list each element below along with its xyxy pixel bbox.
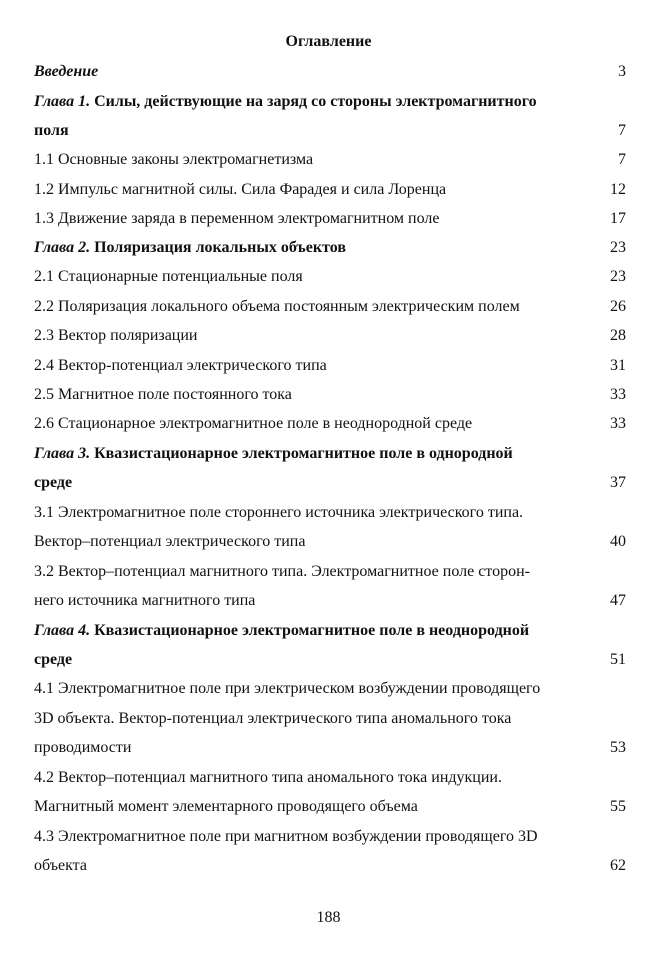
entry-title: проводимости bbox=[34, 739, 132, 756]
entry-page-number: 7 bbox=[618, 122, 626, 139]
entry-page-number: 31 bbox=[610, 357, 626, 374]
toc-entry-section[interactable] bbox=[34, 149, 626, 171]
entry-page-number: 55 bbox=[610, 798, 626, 815]
entry-title: 1.1 Основные законы электромагнетизма bbox=[34, 151, 314, 168]
entry-title: 3.2 Вектор–потенциал магнитного типа. Электромагнитное поле сторон- bbox=[34, 563, 530, 580]
toc-entry-section-cont[interactable] bbox=[34, 590, 626, 612]
entry-label: Глава 4. bbox=[34, 622, 91, 639]
entry-page-number: 7 bbox=[618, 151, 626, 168]
toc-entry-chapter-3[interactable] bbox=[34, 443, 626, 465]
entry-page-number: 40 bbox=[610, 533, 626, 550]
entry-page-number: 53 bbox=[610, 739, 626, 756]
entry-title: 3D объекта. Вектор-потенциал электрического типа аномального тока bbox=[34, 710, 512, 727]
entry-title: 2.1 Стационарные потенциальные поля bbox=[34, 268, 303, 285]
toc-entry-section[interactable] bbox=[34, 767, 626, 789]
entry-title: 2.2 Поляризация локального объема постоянным электрическим полем bbox=[34, 298, 520, 315]
page-title: Оглавление bbox=[285, 33, 372, 50]
entry-title: 3.1 Электромагнитное поле стороннего источника электрического типа. bbox=[34, 504, 524, 521]
entry-page-number: 23 bbox=[610, 268, 626, 285]
toc-entry-section[interactable] bbox=[34, 384, 626, 406]
entry-title: Поляризация локальных объектов bbox=[94, 239, 346, 256]
entry-title: 1.3 Движение заряда в переменном электромагнитном поле bbox=[34, 210, 440, 227]
entry-title: 4.2 Вектор–потенциал магнитного типа аномального тока индукции. bbox=[34, 769, 502, 786]
entry-page-number: 12 bbox=[610, 181, 626, 198]
entry-title: 2.5 Магнитное поле постоянного тока bbox=[34, 386, 292, 403]
entry-page-number: 3 bbox=[618, 63, 626, 80]
entry-title: него источника магнитного типа bbox=[34, 592, 256, 609]
entry-page-number: 51 bbox=[610, 651, 626, 668]
entry-title: Квазистационарное электромагнитное поле в однородной bbox=[94, 445, 513, 462]
toc-entry-chapter-3-cont[interactable] bbox=[34, 472, 626, 494]
entry-title: Вектор–потенциал электрического типа bbox=[34, 533, 306, 550]
entry-label: Глава 3. bbox=[34, 445, 91, 462]
entry-page-number: 23 bbox=[610, 239, 626, 256]
toc-entry-section-cont[interactable] bbox=[34, 737, 626, 759]
toc-entry-section-cont[interactable] bbox=[34, 855, 626, 877]
toc-entry-section[interactable] bbox=[34, 208, 626, 230]
entry-title: Силы, действующие на заряд со стороны электромагнитного bbox=[94, 93, 537, 110]
entry-title: объекта bbox=[34, 857, 87, 874]
entry-page-number: 62 bbox=[610, 857, 626, 874]
entry-title: среде bbox=[34, 651, 73, 668]
toc-entry-chapter-4[interactable] bbox=[34, 620, 626, 642]
toc-entry-section-cont[interactable] bbox=[34, 796, 626, 818]
entry-title: 4.1 Электромагнитное поле при электрическом возбуждении проводящего bbox=[34, 680, 541, 697]
toc-entry-section[interactable] bbox=[34, 325, 626, 347]
toc-entry-section[interactable] bbox=[34, 355, 626, 377]
page-number-footer: 188 bbox=[316, 909, 341, 926]
entry-title: среде bbox=[34, 474, 73, 491]
entry-title: Магнитный момент элементарного проводящего объема bbox=[34, 798, 418, 815]
entry-page-number: 26 bbox=[610, 298, 626, 315]
entry-page-number: 33 bbox=[610, 386, 626, 403]
toc-entry-section[interactable] bbox=[34, 826, 626, 848]
toc-entry-section[interactable] bbox=[34, 502, 626, 524]
toc-entry-chapter-4-cont[interactable] bbox=[34, 649, 626, 671]
entry-title: 2.4 Вектор-потенциал электрического типа bbox=[34, 357, 327, 374]
toc-entry-section[interactable] bbox=[34, 296, 626, 318]
toc-entry-section[interactable] bbox=[34, 678, 626, 700]
toc-entry-section[interactable] bbox=[34, 561, 626, 583]
entry-page-number: 28 bbox=[610, 327, 626, 344]
toc-entry-section[interactable] bbox=[34, 413, 626, 435]
toc-entry-section[interactable] bbox=[34, 179, 626, 201]
entry-page-number: 47 bbox=[610, 592, 626, 609]
toc-entry-chapter-1[interactable] bbox=[34, 91, 626, 113]
toc-entry-chapter-2[interactable] bbox=[34, 237, 626, 259]
toc-entry-section-cont[interactable] bbox=[34, 708, 626, 730]
toc-entry-chapter-1-cont[interactable] bbox=[34, 120, 626, 142]
entry-label: Введение bbox=[34, 63, 99, 80]
entry-page-number: 37 bbox=[610, 474, 626, 491]
entry-title: 4.3 Электромагнитное поле при магнитном возбуждении проводящего 3D bbox=[34, 828, 538, 845]
entry-label: Глава 1. bbox=[34, 93, 91, 110]
entry-title: 2.6 Стационарное электромагнитное поле в неоднородной среде bbox=[34, 415, 473, 432]
entry-page-number: 17 bbox=[610, 210, 626, 227]
toc-entry-section[interactable] bbox=[34, 266, 626, 288]
entry-title: 1.2 Импульс магнитной силы. Сила Фарадея и сила Лоренца bbox=[34, 181, 447, 198]
entry-title: Квазистационарное электромагнитное поле в неоднородной bbox=[94, 622, 530, 639]
entry-title: поля bbox=[34, 122, 69, 139]
entry-label: Глава 2. bbox=[34, 239, 91, 256]
entry-title: 2.3 Вектор поляризации bbox=[34, 327, 198, 344]
toc-entry-section-cont[interactable] bbox=[34, 531, 626, 553]
entry-page-number: 33 bbox=[610, 415, 626, 432]
toc-entry-introduction[interactable] bbox=[34, 61, 626, 83]
